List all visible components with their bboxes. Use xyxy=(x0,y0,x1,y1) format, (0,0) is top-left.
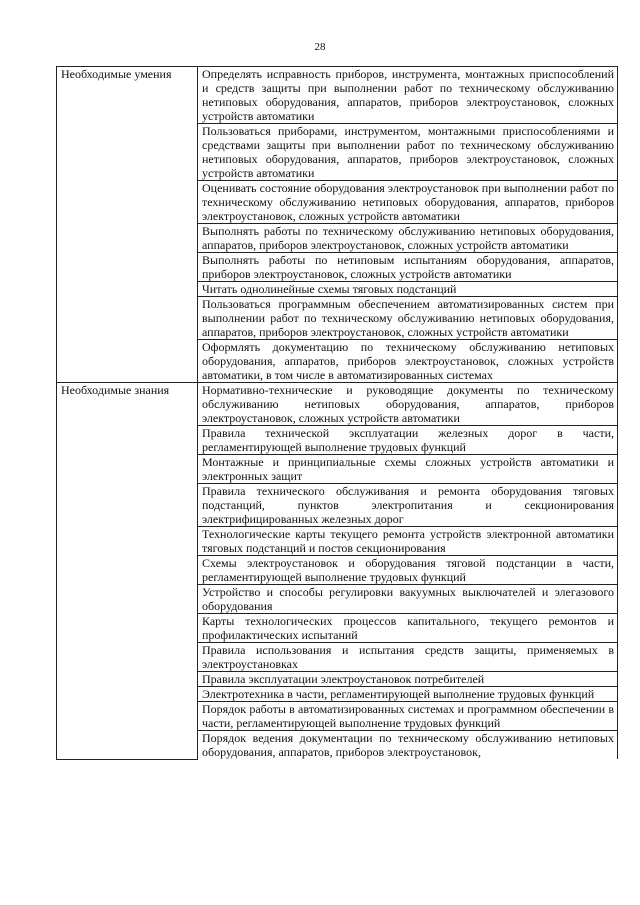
table-cell-knowledge: Технологические карты текущего ремонта устройств электронной автоматики тяговых подстанций и постов секционирования xyxy=(198,527,618,556)
table-cell-knowledge: Устройство и способы регулировки вакуумных выключателей и элегазового оборудования xyxy=(198,585,618,614)
table-cell-skill: Определять исправность приборов, инструмента, монтажных приспособлений и средств защиты при выполнении работ по техническому обслуживанию нетиповых оборудования, аппаратов, приборов электроустановок, сложных устройств автоматики xyxy=(198,67,618,124)
table-cell-skill: Пользоваться приборами, инструментом, монтажными приспособлениями и средствами защиты при выполнении работ по техническому обслуживанию нетиповых оборудования, аппаратов, приборов электроустановок, сложных устройств автоматики xyxy=(198,124,618,181)
table-cell-skill: Выполнять работы по нетиповым испытаниям оборудования, аппаратов, приборов электроустановок, сложных устройств автоматики xyxy=(198,253,618,282)
table-cell-skill: Читать однолинейные схемы тяговых подстанций xyxy=(198,282,618,297)
table-cell-knowledge: Правила технического обслуживания и ремонта оборудования тяговых подстанций, пунктов электропитания и секционирования электрифицированных железных дорог xyxy=(198,484,618,527)
table-cell-knowledge: Правила использования и испытания средств защиты, применяемых в электроустановках xyxy=(198,643,618,672)
table-row xyxy=(57,383,618,426)
table-cell-knowledge: Схемы электроустановок и оборудования тяговой подстанции в части, регламентирующей выполнение трудовых функций xyxy=(198,556,618,585)
table-cell-knowledge: Правила эксплуатации электроустановок потребителей xyxy=(198,672,618,687)
table-cell-skill: Пользоваться программным обеспечением автоматизированных систем при выполнении работ по техническому обслуживанию нетиповых оборудования, аппаратов, приборов электроустановок, сложных устройств автоматики xyxy=(198,297,618,340)
section-label-knowledge: Необходимые знания xyxy=(57,383,198,760)
section-label-skills: Необходимые умения xyxy=(57,67,198,383)
table-cell-knowledge: Монтажные и принципиальные схемы сложных устройств автоматики и электронных защит xyxy=(198,455,618,484)
table-cell-knowledge: Карты технологических процессов капитального, текущего ремонтов и профилактических испытаний xyxy=(198,614,618,643)
table-cell-skill: Оформлять документацию по техническому обслуживанию нетиповых оборудования, аппаратов, приборов электроустановок, сложных устройств автоматики, в том числе в автоматизированных системах xyxy=(198,340,618,383)
requirements-table-body xyxy=(57,67,618,760)
table-cell-knowledge: Порядок ведения документации по техническому обслуживанию нетиповых оборудования, аппаратов, приборов электроустановок, xyxy=(198,731,618,760)
page-number: 28 xyxy=(314,41,326,53)
table-cell-skill: Оценивать состояние оборудования электроустановок при выполнении работ по техническому обслуживанию нетиповых оборудования, аппаратов, приборов электроустановок, сложных устройств автоматики xyxy=(198,181,618,224)
table-row xyxy=(57,67,618,124)
table-cell-skill: Выполнять работы по техническому обслуживанию нетиповых оборудования, аппаратов, приборов электроустановок, сложных устройств автоматики xyxy=(198,224,618,253)
table-cell-knowledge: Электротехника в части, регламентирующей выполнение трудовых функций xyxy=(198,687,618,702)
table-cell-knowledge: Нормативно-технические и руководящие документы по техническому обслуживанию нетиповых оборудования, аппаратов, приборов электроустановок, сложных устройств автоматики xyxy=(198,383,618,426)
table-cell-knowledge: Порядок работы в автоматизированных системах и программном обеспечении в части, регламентирующей выполнение трудовых функций xyxy=(198,702,618,731)
table-cell-knowledge: Правила технической эксплуатации железных дорог в части, регламентирующей выполнение трудовых функций xyxy=(198,426,618,455)
requirements-table xyxy=(56,66,618,760)
